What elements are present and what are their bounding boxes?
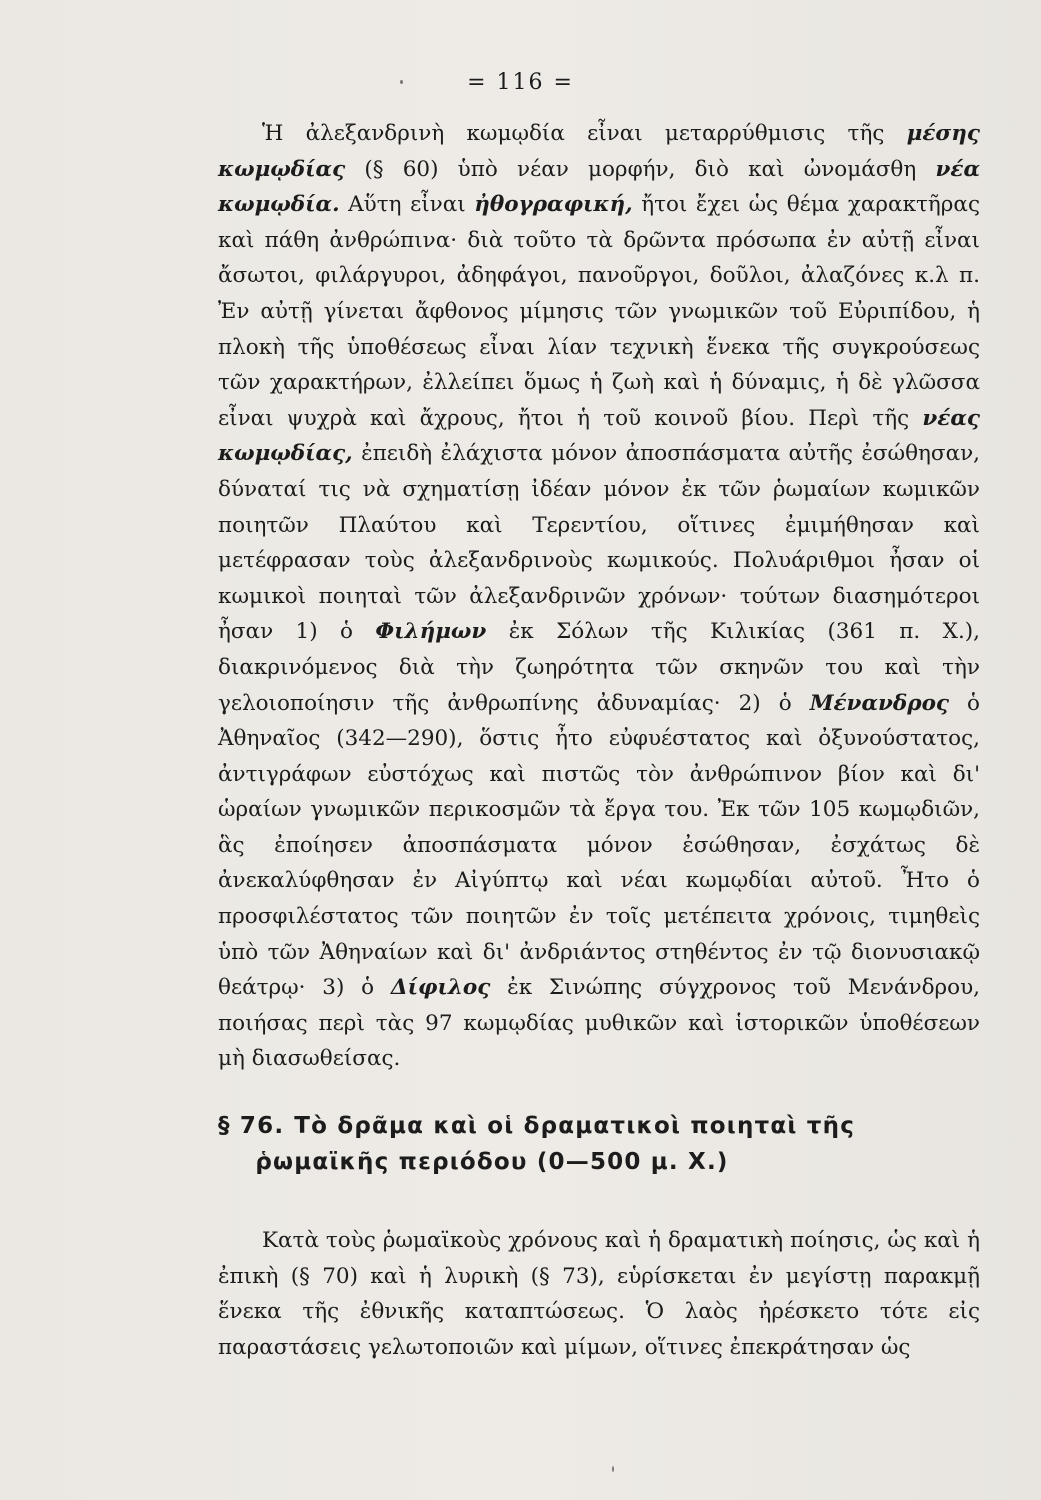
text-run: (§ 60) ὑπὸ νέαν μορφήν, διὸ καὶ ὠνομάσθη bbox=[345, 156, 936, 182]
emphasis-ithografiki: ἠθογραφική, bbox=[474, 192, 633, 218]
text-run: ὁ Ἀθηναῖος (342—290), ὅστις ἦτο εὐφυέστατος καὶ ὀξυνούστατος, ἀντιγράφων εὐστόχως καὶ πιστῶς τὸν ἀνθρώπινον βίον καὶ δι' ὡραίων γνωμικῶν περικοσμῶν τὰ ἔργα του. Ἐκ τῶν 105 κωμῳδιῶν, ἃς ἐποίησεν ἀποσπάσματα μόνον ἐσώθησαν, ἐσχάτως δὲ ἀνεκαλύφθησαν ἐν Αἰγύπτῳ καὶ νέαι κωμῳδίαι αὐτοῦ. Ἦτο ὁ προσφιλέστατος τῶν ποιητῶν ἐν τοῖς μετέπειτα χρόνοις, τιμηθεὶς ὑπὸ τῶν Ἀθηναίων καὶ δι' ἀνδριάντος στηθέντος ἐν τῷ διονυσιακῷ θεάτρῳ· 3) ὁ bbox=[218, 690, 980, 1001]
section-title-line2: ῥωμαϊκῆς περιόδου (0—500 μ. Χ.) bbox=[255, 1149, 729, 1175]
emphasis-philemon: Φιλήμων bbox=[375, 619, 487, 645]
emphasis-mesi-komodia: μέσης κωμῳδίας bbox=[218, 121, 980, 182]
paragraph-new-comedy bbox=[218, 116, 980, 1077]
paper-speck bbox=[612, 1466, 614, 1472]
emphasis-nea-komodia: νέα κωμῳδία. bbox=[218, 156, 980, 218]
emphasis-neas-komodias: νέας κωμῳδίας, bbox=[218, 405, 980, 467]
text-run: ἐκ Σόλων τῆς Κιλικίας (361 π. Χ.), διακρινόμενος διὰ τὴν ζωηρότητα τῶν σκηνῶν του καὶ τὴν γελοιοποίησιν τῆς ἀνθρωπίνης ἀδυναμίας· 2) ὁ bbox=[218, 619, 980, 716]
text-run: ἤτοι ἔχει ὡς θέμα χαρακτῆρας καὶ πάθη ἀνθρώπινα· διὰ τοῦτο τὰ δρῶντα πρόσωπα ἐν αὐτῇ εἶναι ἄσωτοι, φιλάργυροι, ἀδηφάγοι, πανοῦργοι, δοῦλοι, ἀλαζόνες κ.λ π. Ἐν αὐτῇ γίνεται ἄφθονος μίμησις τῶν γνωμικῶν τοῦ Εὐριπίδου, ἡ πλοκὴ τῆς ὑποθέσεως εἶναι λίαν τεχνικὴ ἕνεκα τῆς συγκρούσεως τῶν χαρακτήρων, ἐλλείπει ὅμως ἡ ζωὴ καὶ ἡ δύναμις, ἡ δὲ γλῶσσα εἶναι ψυχρὰ καὶ ἄχρους, ἤτοι ἡ τοῦ κοινοῦ βίου. Περὶ τῆς bbox=[218, 192, 980, 431]
section-title-line1: Τὸ δρᾶμα καὶ οἱ δραματικοὶ ποιηταὶ τῆς bbox=[294, 1113, 856, 1139]
section-heading bbox=[218, 1108, 980, 1180]
page-number: = 116 = bbox=[467, 70, 574, 95]
paper-speck bbox=[400, 80, 403, 84]
emphasis-menandros: Μένανδρος bbox=[809, 690, 950, 716]
paragraph-roman-drama: Κατὰ τοὺς ῥωμαϊκοὺς χρόνους καὶ ἡ δραματικὴ ποίησις, ὡς καὶ ἡ ἐπικὴ (§ 70) καὶ ἡ λυρικὴ (§ 73), εὑρίσκεται ἐν μεγίστῃ παρακμῇ ἕνεκα τῆς ἐθνικῆς καταπτώσεως. Ὁ λαὸς ἠρέσκετο τότε εἰς παραστάσεις γελωτοποιῶν καὶ μίμων, οἵτινες ἐπεκράτησαν ὡς bbox=[218, 1228, 980, 1360]
section-number: § 76. bbox=[218, 1113, 285, 1139]
text-run: Αὕτη εἶναι bbox=[339, 192, 475, 218]
text-run: Ἡ ἀλεξανδρινὴ κωμῳδία εἶναι μεταρρύθμισις τῆς bbox=[262, 121, 907, 146]
text-run: ἐπειδὴ ἐλάχιστα μόνον ἀποσπάσματα αὐτῆς ἐσώθησαν, δύναταί τις νὰ σχηματίσῃ ἰδέαν μόνον ἐκ τῶν ῥωμαίων κωμικῶν ποιητῶν Πλαύτου καὶ Τερεντίου, οἵτινες ἐμιμήθησαν καὶ μετέφρασαν τοὺς ἀλεξανδρινοὺς κωμικούς. Πολυάριθμοι ἦσαν οἱ κωμικοὶ ποιηταὶ τῶν ἀλεξανδρινῶν χρόνων· τούτων διασημότεροι ἦσαν 1) ὁ bbox=[218, 441, 980, 645]
text-run: ἐκ Σινώπης σύγχρονος τοῦ Μενάνδρου, ποιήσας περὶ τὰς 97 κωμῳδίας μυθικῶν καὶ ἱστορικῶν ὑποθέσεων μὴ διασωθείσας. bbox=[218, 975, 981, 1072]
emphasis-diphilos: Δίφιλος bbox=[390, 975, 491, 1001]
